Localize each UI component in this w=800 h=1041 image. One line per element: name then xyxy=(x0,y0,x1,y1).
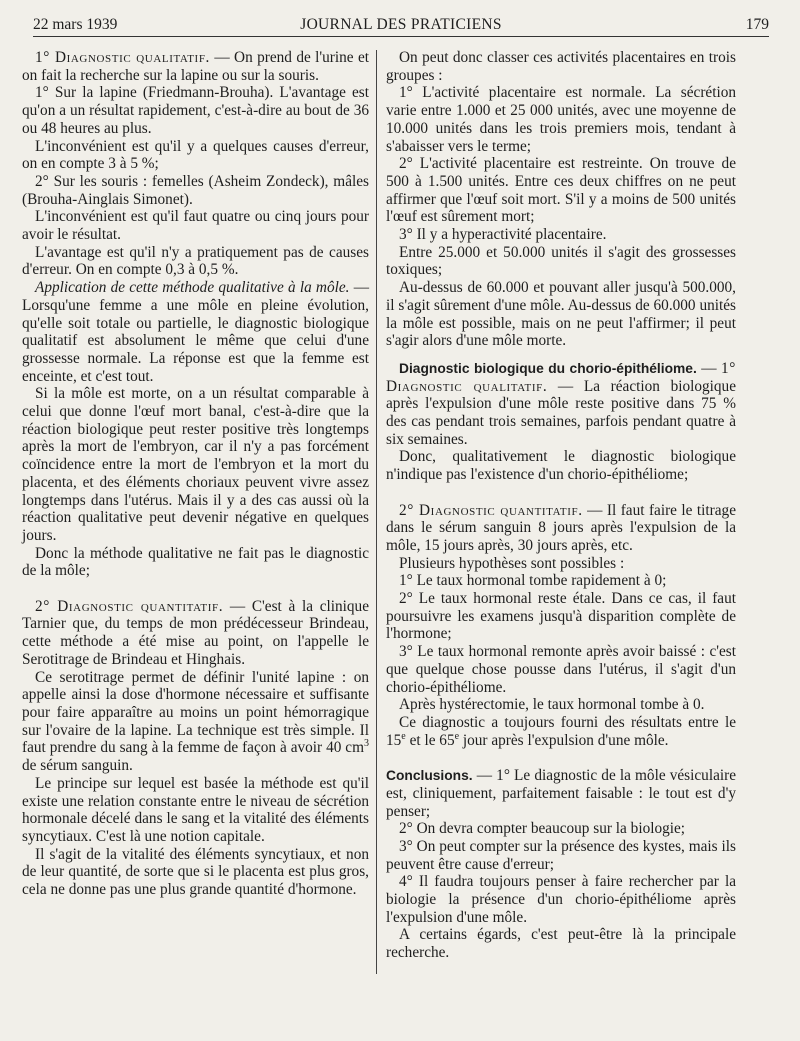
paragraph: Ce diagnostic a toujours fourni des résultats entre le 15e et le 65e jour après l'expulsion d'une môle. xyxy=(386,714,736,749)
paragraph: Le principe sur lequel est basée la méthode est qu'il existe une relation constante entre le niveau de sécrétion hormonale décelé dans le sang et la vitalité des éléments syncytiaux. C'est là une notion capitale. xyxy=(22,774,369,845)
right-column xyxy=(386,49,736,962)
paragraph: 4° Il faudra toujours penser à faire rechercher par la biologie la présence d'un chorio-épithéliome après l'expulsion d'une môle. xyxy=(386,873,736,926)
paragraph: Ce serotitrage permet de définir l'unité lapine : on appelle ainsi la dose d'hormone nécessaire et suffisante pour faire apparaître au moins un point hémorragique sur l'ovaire de la lapine. La technique est très simple. Il faut prendre du sang à la femme de façon à avoir 40 $cm^3$ de sérum sanguin. xyxy=(22,668,369,775)
paragraph: 2° On devra compter beaucoup sur la biologie; xyxy=(399,820,686,838)
paragraph: 2° Sur les souris : femelles (Asheim Zondeck), mâles (Brouha-Ainglais Simonet). xyxy=(22,172,369,208)
paragraph: Plusieurs hypothèses sont possibles : xyxy=(399,554,625,572)
section-title: Diagnostic biologique du chorio-épithéliome. xyxy=(399,360,697,376)
paragraph: 2° L'activité placentaire est restreinte. On trouve de 500 à 1.500 unités. Entre ces deux chiffres on ne peut affirmer que l'œuf soit mort. S'il y a moins de 500 unités l'œuf est sûrement mort; xyxy=(386,155,736,226)
paragraph: L'avantage est qu'il n'y a pratiquement pas de causes d'erreur. On en compte 0,3 à 0,5 %. xyxy=(22,243,369,279)
paragraph: A certains égards, c'est peut-être là la principale recherche. xyxy=(386,926,736,962)
paragraph: On peut donc classer ces activités placentaires en trois groupes : xyxy=(386,49,736,84)
section-heading: 2° Diagnostic quantitatif. xyxy=(35,597,224,615)
paragraph: 1° L'activité placentaire est normale. La sécrétion varie entre 1.000 et 25 000 unités, avec une moyenne de 10.000 unités dans les trois premiers mois, tendant à s'abaisser vers le terme; xyxy=(386,84,736,155)
section-heading: 1° Diagnostic qualitatif. xyxy=(35,49,210,66)
header-journal-title: JOURNAL DES PRATICIENS xyxy=(300,16,502,33)
header-date: 22 mars 1939 xyxy=(33,16,118,33)
paragraph: 3° Il y a hyperactivité placentaire. xyxy=(399,226,607,244)
paragraph: 2° Le taux hormonal reste étale. Dans ce cas, il faut poursuivre les examens jusqu'à disparition complète de l'hormone; xyxy=(386,590,736,643)
paragraph: Application de cette méthode qualitative à la môle. — Lorsqu'une femme a une môle en pleine évolution, qu'elle soit totale ou partielle, le diagnostic biologique qualitatif est absolument le même que celui d'une grossesse normale. La réponse est que la femme est enceinte, et c'est tout. xyxy=(22,279,369,385)
paragraph: Entre 25.000 et 50.000 unités il s'agit des grossesses toxiques; xyxy=(386,243,736,279)
paragraph: 3° On peut compter sur la présence des kystes, mais ils peuvent être cause d'erreur; xyxy=(386,837,736,873)
paragraph: L'inconvénient est qu'il y a quelques causes d'erreur, on en compte 3 à 5 %; xyxy=(22,137,369,173)
paragraph: Si la môle est morte, on a un résultat comparable à celui que donne l'œuf mort banal, c'est-à-dire que la réaction biologique peut rester positive très longtemps après la mort de l'embryon, car il n'y a pas forcément coïncidence entre la mort de l'embryon et la mort du placenta, et des éléments choriaux peuvent vivre assez longtemps dans l'utérus. Mais il y a des cas aussi où la réaction qualitative peut devenir négative en quelques jours. xyxy=(22,385,369,544)
paragraph: Il s'agit de la vitalité des éléments syncytiaux, et non de leur quantité, de sorte que si le placenta est plus gros, cela ne donne pas une plus grande quantité d'hormone. xyxy=(22,845,369,899)
section-heading: 1° Diagnostic qualitatif. xyxy=(386,359,736,395)
paragraph: Conclusions. — 1° Le diagnostic de la môle vésiculaire est, cliniquement, parfaitement faisable : le tout est d'y penser; xyxy=(386,767,736,820)
paragraph: 2° Diagnostic quantitatif. — C'est à la clinique Tarnier que, du temps de mon prédécesseur Brindeau, cette méthode a été mise au point, on l'appelle le Serotitrage de Brindeau et Hinghais. xyxy=(22,597,369,668)
section-heading: Application de cette méthode qualitative à la môle. xyxy=(35,279,350,297)
paragraph: Au-dessus de 60.000 et pouvant aller jusqu'à 500.000, il s'agit sûrement d'une môle. Au-dessus de 60.000 unités la môle est possible, mais on ne peut l'affirmer; il peut s'agir alors d'une môle morte. xyxy=(386,279,736,350)
header-page-number: 179 xyxy=(745,16,769,33)
paragraph: 1° Le taux hormonal tombe rapidement à 0; xyxy=(399,572,667,590)
running-header xyxy=(33,14,769,37)
paragraph: L'inconvénient est qu'il faut quatre ou cinq jours pour avoir le résultat. xyxy=(22,208,369,244)
paragraph: 3° Le taux hormonal remonte après avoir baissé : c'est que quelque chose pousse dans l'utérus, il s'agit d'un chorio-épithéliome. xyxy=(386,643,736,696)
left-column xyxy=(22,49,369,899)
paragraph: Après hystérectomie, le taux hormonal tombe à 0. xyxy=(399,696,705,714)
paragraph: Diagnostic biologique du chorio-épithéliome. — 1° Diagnostic qualitatif. — La réaction biologique après l'expulsion d'une môle reste positive dans 75 % des cas pendant trois semaines, parfois pendant quatre à six semaines. xyxy=(386,359,736,448)
paragraph: 1° Diagnostic qualitatif. — On prend de l'urine et on fait la recherche sur la lapine ou sur la souris. xyxy=(22,49,370,84)
paragraph: Donc, qualitativement le diagnostic biologique n'indique pas l'existence d'un chorio-épithéliome; xyxy=(386,448,736,484)
section-heading: 2° Diagnostic quantitatif. xyxy=(399,501,583,519)
paragraph: 1° Sur la lapine (Friedmann-Brouha). L'avantage est qu'on a un résultat rapidement, c'est-à-dire au bout de 36 ou 48 heures au plus. xyxy=(22,84,369,137)
paragraph: Donc la méthode qualitative ne fait pas le diagnostic de la môle; xyxy=(22,544,369,580)
section-title: Conclusions. xyxy=(386,768,473,784)
paragraph: 2° Diagnostic quantitatif. — Il faut faire le titrage dans le sérum sanguin 8 jours après l'expulsion de la môle, 15 jours après, 30 jours après, etc. xyxy=(386,501,736,554)
column-divider xyxy=(376,50,377,974)
